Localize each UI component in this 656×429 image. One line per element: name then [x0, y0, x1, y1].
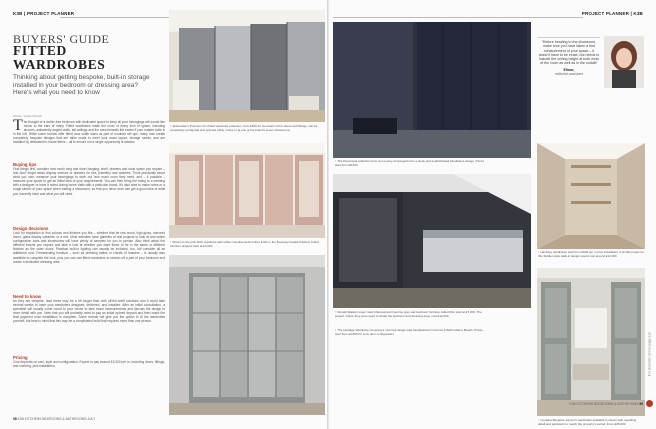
heading-buying-tips: Buying tips: [13, 162, 37, 167]
left-page-header: K3B | PROJECT PLANNER: [13, 11, 75, 16]
text-need-to-know: As they are bespoke, lead times may be a bit longer than with off-the-shelf solutions and it could take several weeks to have your wardrobes designed, delivered, and installed. After an initial consultation, a specialist will usually come round to your house to take exact measurements and discuss the design in more detail with you. Note that you will probably need to pay an initial upfront deposit and then make the final payment once installation is complete. Some brands will give you the option to fit the wardrobes yourself, but bear in mind that this may be a complicated build that requires more than one person.: [13, 299, 165, 324]
tab-dot: [646, 400, 653, 407]
stockists-side-tab: [645, 296, 654, 416]
photo-panorama-wardrobe: [333, 22, 531, 158]
byline: Words: Yvette Murrell: [13, 114, 42, 118]
photo-pink-birch-wardrobe: [169, 143, 325, 238]
title-line-3: WARDROBES: [13, 57, 106, 72]
text-design-decisions: Look for inspiration to find colours and finishes you like – whether that be real wood, high-gloss, mirrored doors, glass display cabinets, or a mix. Most websites have galleries of real projects to look at and online configuration tools and showrooms will have plenty of samples for you to peruse. Also think about the different inserts you require and take a look at whether you want these to be in the same or different finishes as the outer doors. Practical built-in lighting can usually be included, too, but consider all as additional cost. Freestanding furniture – such as dressing tables or chests of drawers – is usually also available to complete the look, plus you can use fitted wardrobes to section off a part of your bedroom and create a dedicated dressing area.: [13, 231, 165, 264]
standfirst: Thinking about getting bespoke, built-in storage installed in your bedroom or dressing area? Here's what you need to know: [13, 74, 150, 97]
text-pricing: Cost depends on size, style and configuration. Expect to pay around £3,000 per m, including doors, fittings, and shelving, plus installation.: [13, 360, 165, 369]
intro-paragraph: [13, 117, 165, 160]
intro-dropcap: T: [13, 117, 23, 134]
quote-text: "Before heading to the showroom, make sure you have taken a first measurement of your space – it doesn't have to be exact, but needs to include the ceiling height at both ends of the room as well as in the middle": [538, 40, 600, 66]
stockists-tab-text: For stockists turn to page 110: [647, 331, 652, 377]
intro-text: he thought of a clutter-free bedroom with dedicated space to keep all your belongings will sound like music to the ears of many. Fitted wardrobes make the most of every inch of space, including alcoves, awkwardly angled walls, tall ceilings and the area beneath the eaves if your master suite is in the loft. While some brands offer fitted door width sizes as part of modular set ups, many now create completely bespoke designs that are tailor made to meet your exact layout, storage needs, and are installed by dedicated in-house fitters – all to ensure not a single opportunity is wasted.: [13, 120, 165, 145]
pull-quote: [538, 37, 600, 76]
right-footer: K3B KITCHENS BEDROOMS & BATHROOMS 99: [569, 402, 643, 406]
quote-name: Elinor,: [563, 67, 575, 72]
caption-pink-birch: ↑ Shown is the pink birch wardrobe with white moonlian deck timber finish in the Doorway handle finished. Fitted furniture projects start at £3,600: [170, 240, 319, 248]
photo-grey-panelled-wardrobe: [169, 255, 325, 415]
caption-dark-bedroom: ↑ Donatti Waistor super matt Charcoal and Inserme grey oak bedroom furniture called ithin start at £7,200. The project, where they were used to divide the bedroom and dressing area, cost £12,000: [335, 310, 482, 318]
title-line-1: BUYERS' GUIDE: [13, 32, 110, 46]
photo-sliding-mirror-wardrobe: [169, 10, 325, 122]
heading-design-decisions: Design decisions: [13, 226, 49, 231]
caption-panorama: ↑ The Panorama collection from Cox-Lowry of Hungerford is a sleek and sophisticated handleless design. Prices start from £8,500: [335, 159, 485, 167]
photo-grey-traditional-wardrobes: [537, 268, 645, 416]
caption-sliding-mirror: ↑ Spacewise's Premium trim fitted wardrobe collection, from £500 for two basic mirror doors and fittings, can be completely configured and ordered either online or at one of the brand's seven showrooms: [170, 124, 318, 132]
photo-dark-bedroom: [333, 174, 531, 308]
heading-need-to-know: Need to know: [13, 294, 41, 299]
photo-walk-in-wardrobe: [537, 143, 645, 249]
quote-role: editorial assistant: [555, 72, 583, 77]
heading-pricing: Pricing: [13, 355, 28, 360]
right-page-header: PROJECT PLANNER | K3B: [581, 11, 643, 16]
caption-heritage: ↑ The Heritage Wardrobe Company's mirrored design was handpainted in Farrow & Ball's Mole's Breath. Prices start from £4,800 for a six door configuration: [335, 328, 483, 336]
left-footer: 98 K3B KITCHENS BEDROOMS & BATHROOMS JULY: [13, 417, 96, 421]
caption-walk-in: ↑ Hambley wardrobes start from £600 per m plus installation. A similar project to this Siddler-style walk-in design would cost around £12,000: [538, 250, 644, 258]
title-line-2: FITTED: [13, 43, 67, 58]
left-page: [0, 0, 327, 429]
quote-portrait: [604, 36, 644, 88]
caption-cordana: ↑ Cordana Bespoke Joinery's wardrobes available is shown with moulding detail and paintwork to match the property's period. From £25,000: [538, 418, 637, 426]
text-buying-tips: First things first, consider how much long and short hanging, shelf, drawers and shoe space you require – and don't forget about display shelves or drawers for ties, jewellery and watches. Think practically about what you own; measure your belongings to work out how much room they need, and – if possible – measure your space to get an initial idea of your requirements. You can then bring the rating to a meeting with a designer or have it noted during home visits with a particular brand. It's also wise to make notes or a rough sketch of your space when visiting a showroom, so that you have room can get a good idea of what you currently have and what you will need.: [13, 167, 165, 196]
right-page: [329, 0, 656, 429]
